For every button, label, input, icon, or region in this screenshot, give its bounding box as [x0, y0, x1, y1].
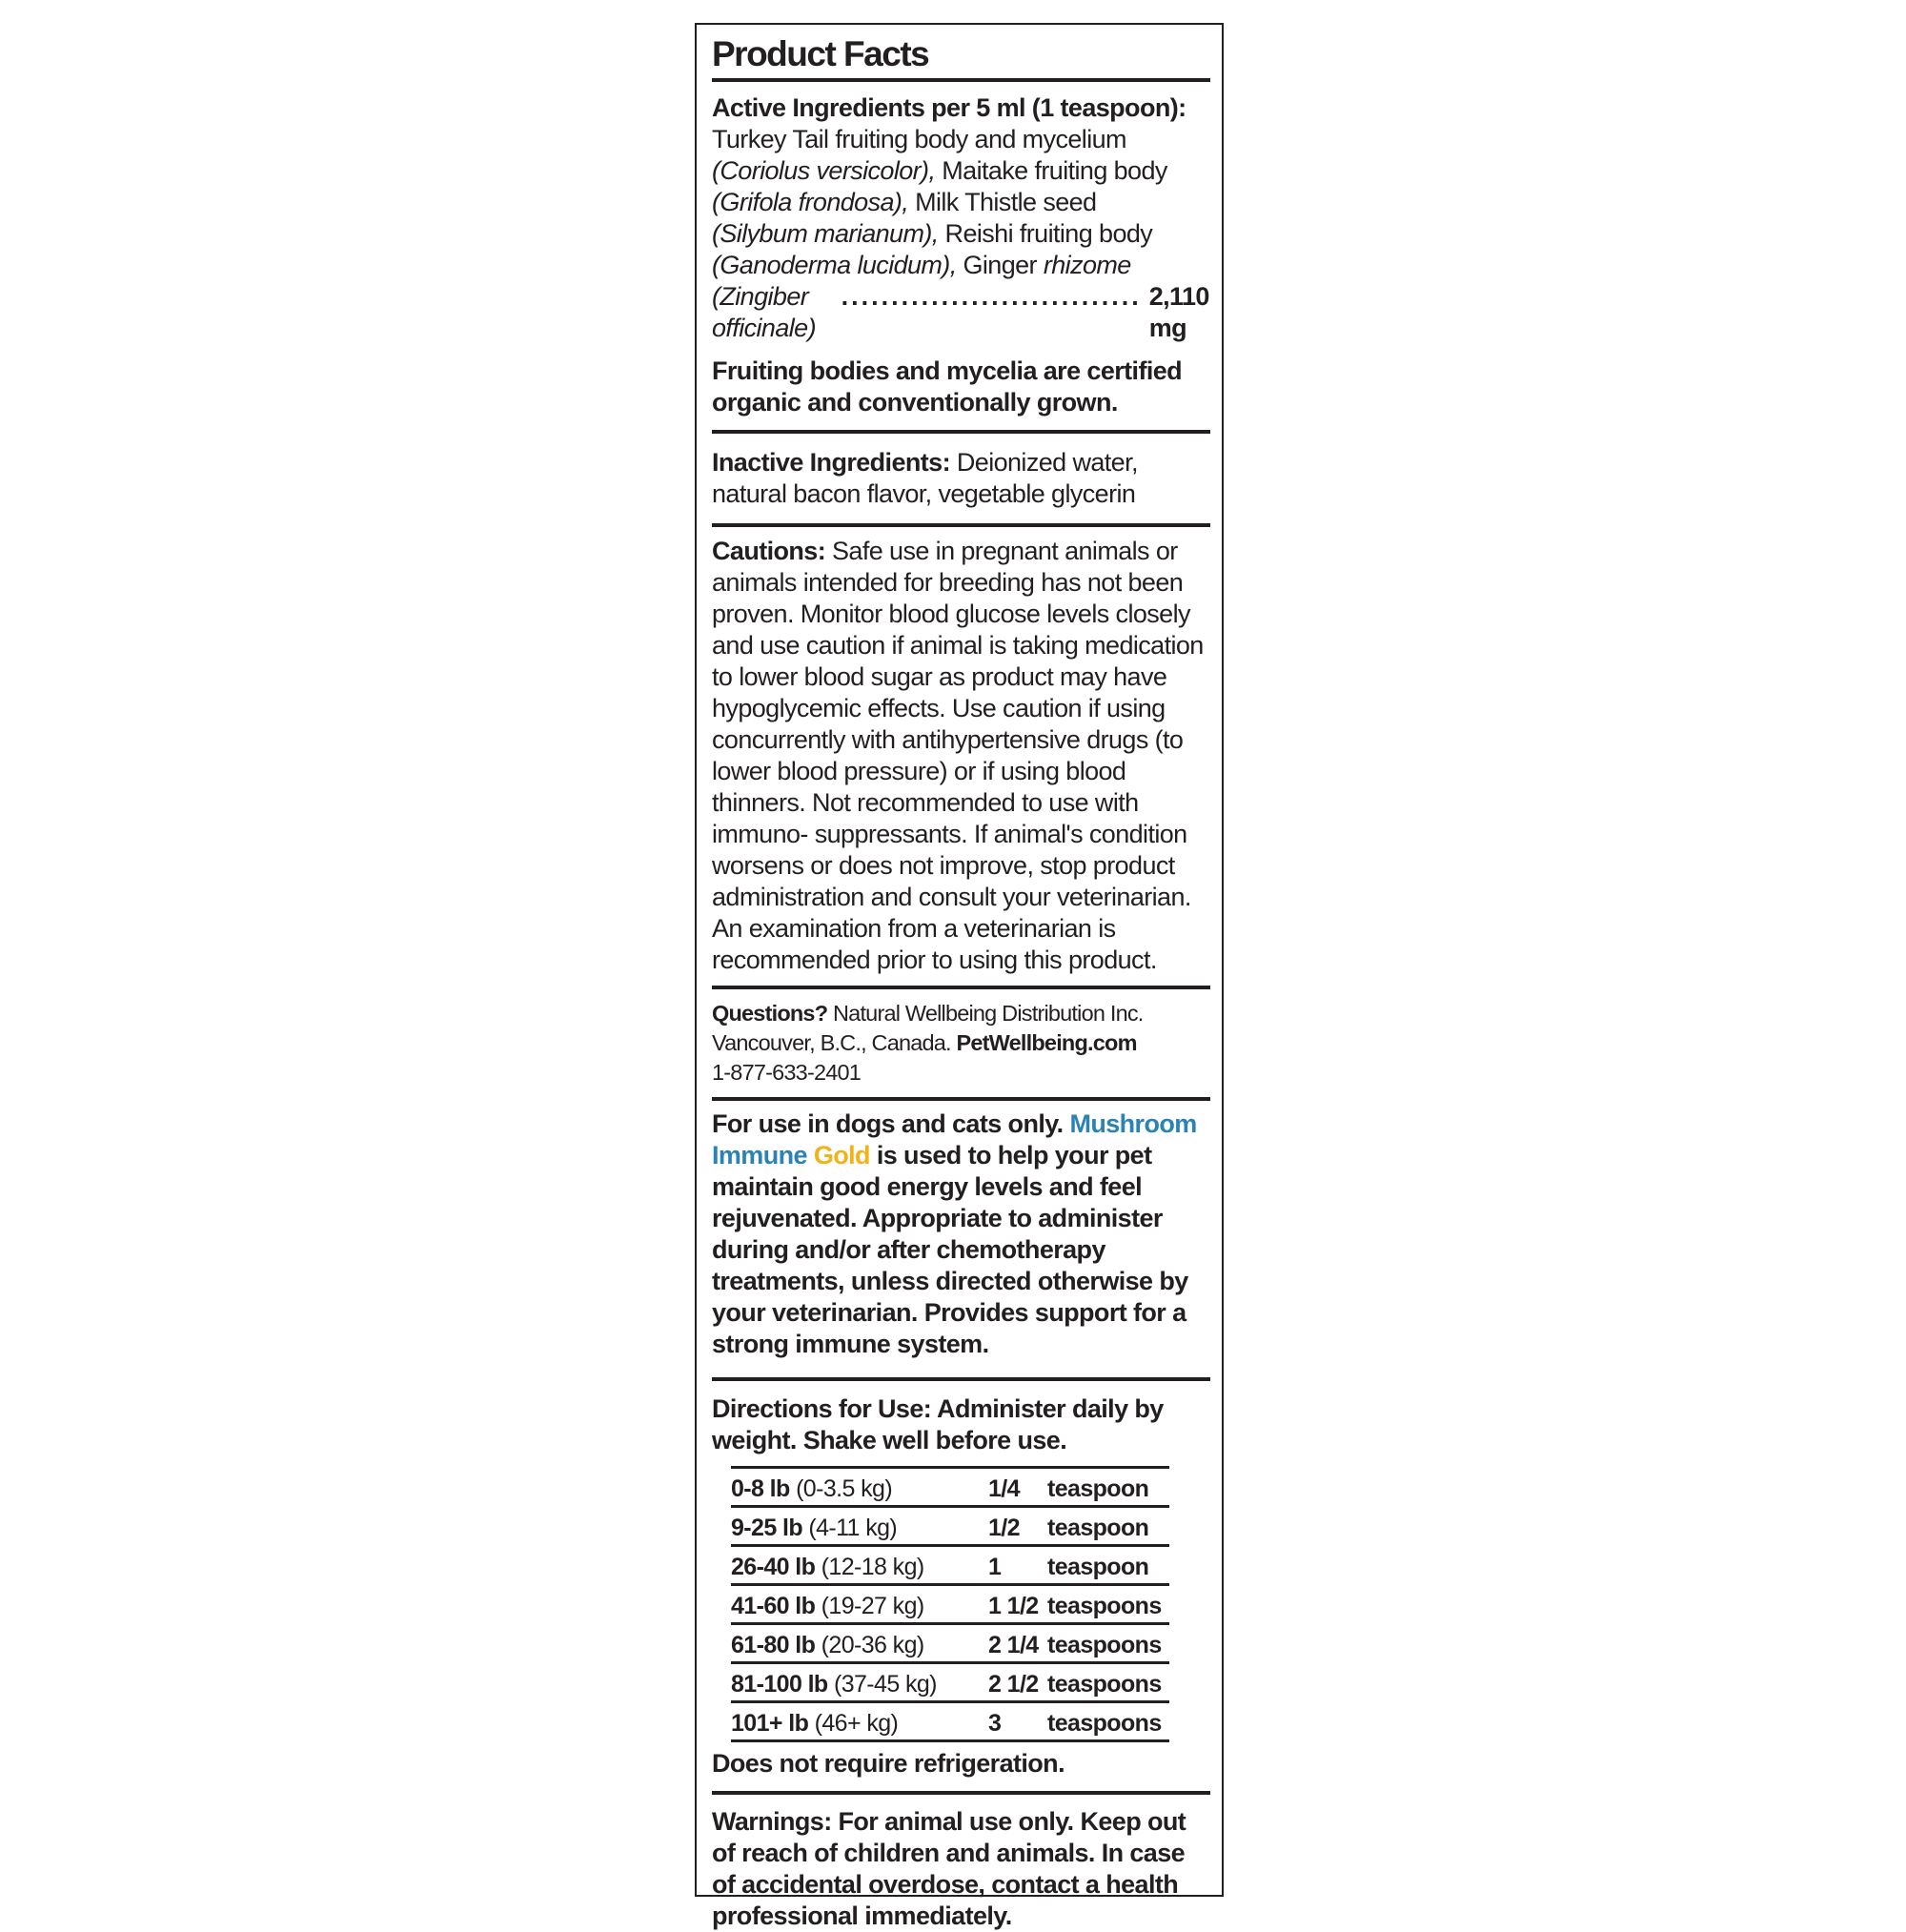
divider [712, 430, 1210, 434]
brand-name-gold: Gold [813, 1141, 870, 1169]
weight-cell [731, 1507, 988, 1546]
weight-lb: 61-80 lb [731, 1632, 816, 1658]
active-ingredient-line [712, 187, 1210, 218]
dose-amount: 1 [988, 1546, 1047, 1585]
weight-lb: 41-60 lb [731, 1593, 816, 1619]
storage-note: Does not require refrigeration. [712, 1749, 1065, 1778]
weight-kg: (19-27 kg) [821, 1593, 924, 1619]
weight-kg: (20-36 kg) [821, 1632, 924, 1658]
divider [712, 1791, 1210, 1795]
divider [712, 986, 1210, 989]
questions-section [712, 999, 1210, 1088]
weight-lb: 26-40 lb [731, 1554, 816, 1580]
weight-lb: 81-100 lb [731, 1671, 828, 1698]
weight-lb: 9-25 lb [731, 1515, 802, 1541]
questions-heading: Questions? [712, 1001, 828, 1026]
panel-title: Product Facts [712, 34, 929, 73]
dose-amount: 1/4 [988, 1468, 1047, 1507]
active-ingredients-total-line [712, 281, 1210, 344]
weight-cell [731, 1624, 988, 1663]
weight-kg: (46+ kg) [814, 1710, 899, 1737]
dot-leader: .............................. [841, 282, 1142, 311]
ingredient-latin-name: rhizome [1043, 251, 1131, 279]
cautions-text: Safe use in pregnant animals or animals intended for breeding has not been proven. Monitor blood glucose levels closely and use caution if animal is taking medication to lower blood sugar as product may have hypoglycemic effects. Use caution if using concurrently with antihypertensive drugs (to lower blood pressure) or if using blood thinners. Not recommended to use with immuno- suppressants. If animal's condition worsens or does not improve, stop product administration and consult your veterinarian. An examination from a veterinarian is recommended prior to using this product. [712, 537, 1204, 974]
company-name: Natural Wellbeing Distribution Inc. [833, 1001, 1144, 1026]
divider [712, 1097, 1210, 1101]
active-ingredients-list [712, 124, 1210, 281]
divider [712, 523, 1210, 527]
dose-amount: 3 [988, 1702, 1047, 1741]
dosage-row [731, 1507, 1169, 1546]
ingredient-text: Ginger [956, 251, 1044, 279]
active-ingredient-line [712, 218, 1210, 250]
dose-unit: teaspoons [1047, 1702, 1169, 1741]
ingredient-text: Turkey Tail fruiting body and mycelium [712, 125, 1126, 153]
warnings-section [712, 1806, 1210, 1932]
weight-cell [731, 1702, 988, 1741]
dose-unit: teaspoons [1047, 1624, 1169, 1663]
cautions-heading: Cautions: [712, 537, 826, 565]
ingredient-latin-name: (Coriolus versicolor), [712, 156, 936, 185]
ingredient-text: Maitake fruiting body [935, 156, 1167, 185]
dose-unit: teaspoon [1047, 1468, 1169, 1507]
dose-amount: 1/2 [988, 1507, 1047, 1546]
dose-amount: 1 1/2 [988, 1585, 1047, 1624]
warnings-text: For animal use only. Keep out of reach of children and animals. In case of accidental overdose, contact a health professional immediately. [712, 1807, 1186, 1930]
ingredient-latin-name: (Grifola frondosa), [712, 188, 909, 216]
weight-lb: 101+ lb [731, 1710, 809, 1737]
usage-lead: For use in dogs and cats only. [712, 1109, 1064, 1138]
brand-name-mushroom: Mushroom [1069, 1109, 1197, 1138]
weight-kg: (4-11 kg) [808, 1515, 898, 1541]
directions-heading: Directions for Use: Administer daily by weight. Shake well before use. [712, 1394, 1164, 1454]
dose-amount: 2 1/2 [988, 1663, 1047, 1702]
ingredient-latin-name: (Silybum marianum), [712, 219, 939, 248]
dosage-row [731, 1546, 1169, 1585]
weight-cell [731, 1663, 988, 1702]
ingredient-latin-name: (Ganoderma lucidum), [712, 251, 957, 279]
warnings-heading: Warnings: [712, 1807, 832, 1836]
weight-lb: 0-8 lb [731, 1475, 790, 1502]
dose-amount: 2 1/4 [988, 1624, 1047, 1663]
dosage-row [731, 1702, 1169, 1741]
weight-kg: (0-3.5 kg) [796, 1475, 893, 1502]
weight-kg: (37-45 kg) [833, 1671, 937, 1698]
weight-cell [731, 1468, 988, 1507]
divider [712, 78, 1210, 82]
cautions-section [712, 536, 1210, 976]
active-ingredient-line [712, 155, 1210, 187]
dosage-row [731, 1468, 1169, 1507]
phone-number: 1-877-633-2401 [712, 1060, 862, 1085]
weight-cell [731, 1546, 988, 1585]
active-ingredient-line [712, 250, 1210, 281]
website-link[interactable]: PetWellbeing.com [956, 1030, 1137, 1055]
product-facts-panel [695, 23, 1224, 1930]
brand-name-immune: Immune [712, 1141, 807, 1169]
dosage-table [731, 1466, 1169, 1742]
weight-cell [731, 1585, 988, 1624]
inactive-ingredients-text: Deionized water, natural bacon flavor, vegetable glycerin [712, 448, 1138, 508]
company-location: Vancouver, B.C., Canada. [712, 1030, 951, 1055]
active-ingredients-heading: Active Ingredients per 5 ml (1 teaspoon): [712, 93, 1186, 122]
active-ingredient-line [712, 124, 1210, 155]
inactive-ingredients-heading: Inactive Ingredients: [712, 448, 950, 477]
dose-unit: teaspoons [1047, 1663, 1169, 1702]
certified-note: Fruiting bodies and mycelia are certified organic and conventionally grown. [712, 356, 1183, 417]
usage-text: is used to help your pet maintain good energy levels and feel rejuvenated. Appropriate to administer during and/or after chemotherapy treatments, unless directed otherwise by your veterinarian. Provides support for a strong immune system. [712, 1141, 1188, 1358]
weight-kg: (12-18 kg) [821, 1554, 924, 1580]
dose-unit: teaspoon [1047, 1546, 1169, 1585]
ingredient-text: Milk Thistle seed [908, 188, 1097, 216]
divider [712, 1377, 1210, 1381]
dose-unit: teaspoons [1047, 1585, 1169, 1624]
inactive-ingredients-section [712, 447, 1210, 510]
active-ingredients-section [712, 92, 1210, 344]
dose-unit: teaspoon [1047, 1507, 1169, 1546]
usage-section [712, 1108, 1210, 1360]
ingredient-text: Reishi fruiting body [938, 219, 1153, 248]
dosage-row [731, 1663, 1169, 1702]
product-facts-content [712, 32, 1210, 1932]
dosage-row [731, 1624, 1169, 1663]
active-ingredients-amount: 2,110 mg [1148, 282, 1209, 342]
dosage-row [731, 1585, 1169, 1624]
ingredient-latin-name: (Zingiber officinale) [712, 282, 816, 342]
